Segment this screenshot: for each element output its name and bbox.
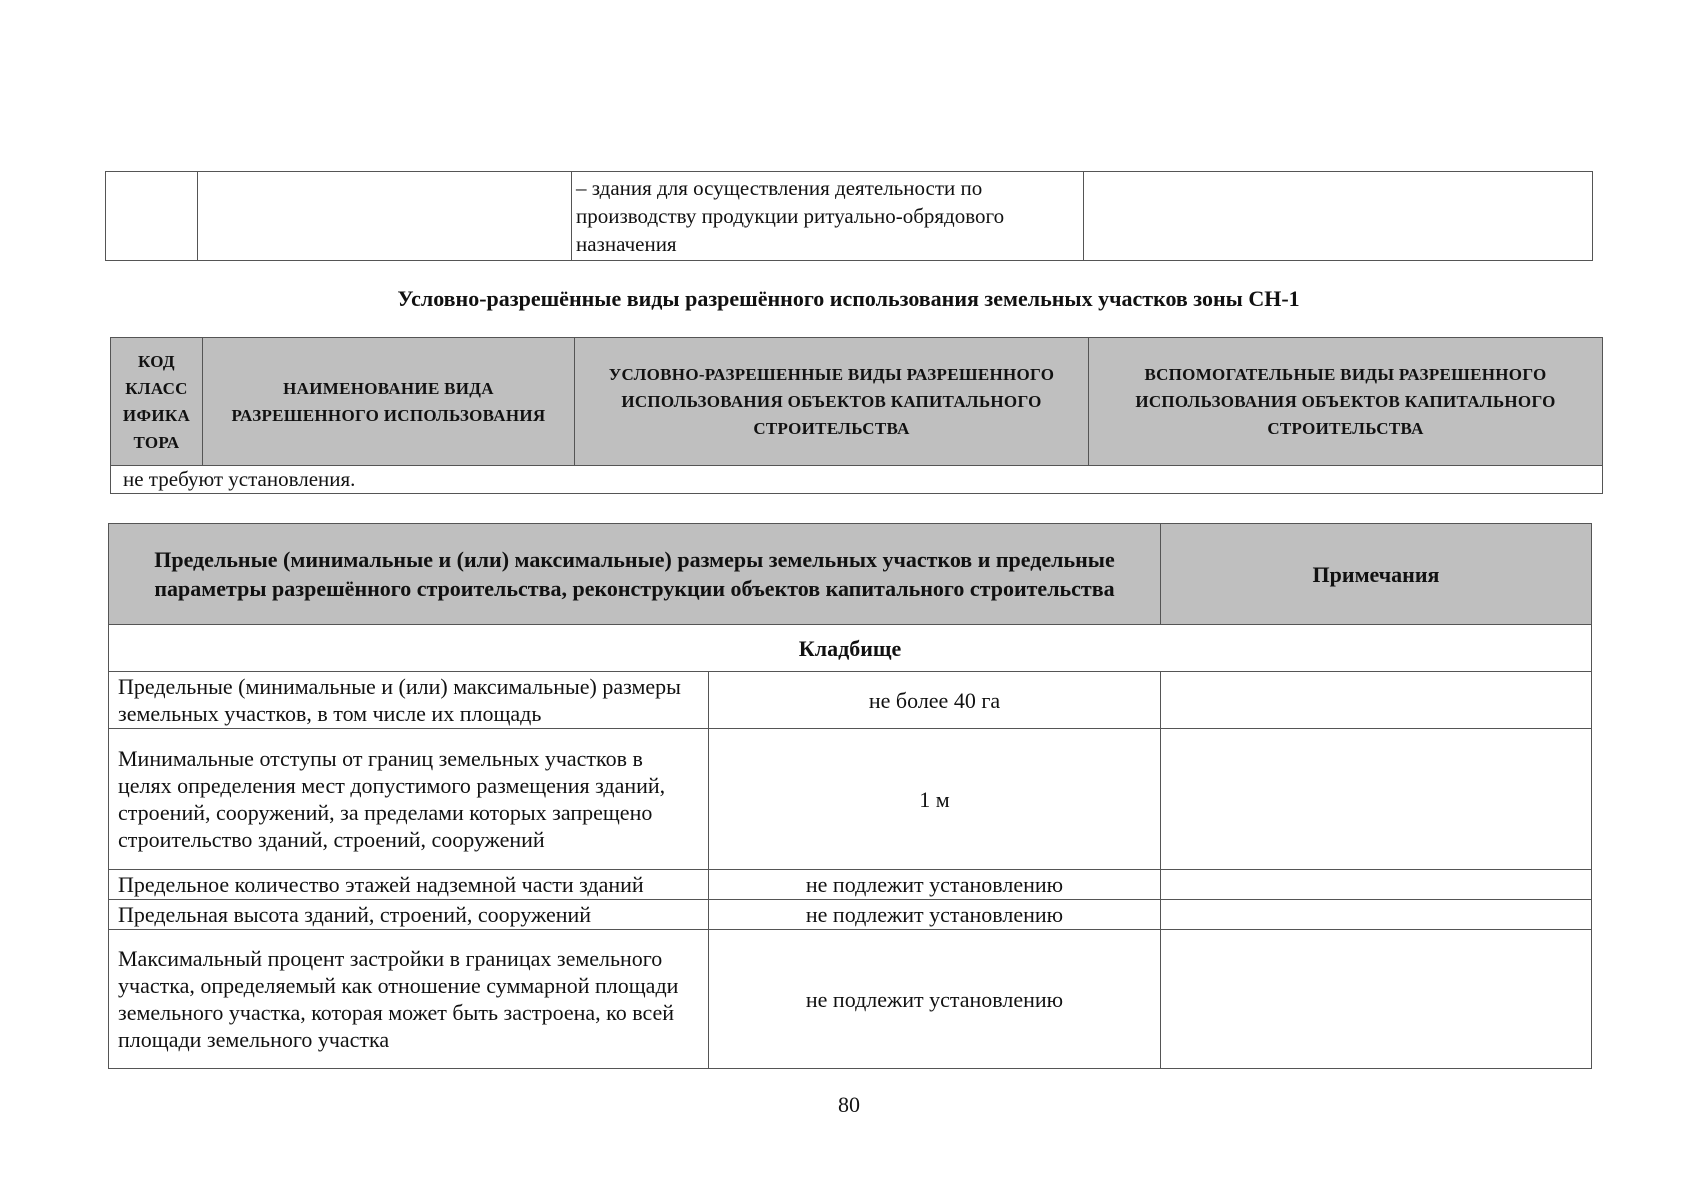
param-cell: Предельное количество этажей надземной части зданий (109, 870, 709, 900)
header-row (109, 524, 1592, 625)
section-heading: Условно-разрешённые виды разрешённого использования земельных участков зоны СН-1 (397, 286, 1300, 311)
table-row (109, 870, 1592, 900)
auxiliary-cell (1084, 172, 1593, 261)
parameters-table (108, 523, 1592, 1069)
name-cell (198, 172, 572, 261)
header-conditional-uses: УСЛОВНО-РАЗРЕШЕННЫЕ ВИДЫ РАЗРЕШЕННОГО ИСПОЛЬЗОВАНИЯ ОБЪЕКТОВ КАПИТАЛЬНОГО СТРОИТЕЛЬСТВА (575, 338, 1089, 466)
param-cell: Минимальные отступы от границ земельных участков в целях определения мест допустимого размещения зданий, строений, сооружений, за пределами которых запрещено строительство зданий, строений, сооружений (109, 729, 709, 870)
value-cell: не более 40 га (709, 672, 1161, 729)
note-cell (1161, 672, 1592, 729)
subheader-cell: Кладбище (109, 625, 1592, 672)
note-cell (1161, 900, 1592, 930)
table-row (109, 900, 1592, 930)
value-cell: 1 м (709, 729, 1161, 870)
page-number: 80 (838, 1092, 860, 1117)
value-cell: не подлежит установлению (709, 870, 1161, 900)
param-cell: Предельная высота зданий, строений, сооружений (109, 900, 709, 930)
conditional-uses-table (110, 337, 1603, 494)
note-cell (1161, 930, 1592, 1069)
table-row (106, 172, 1593, 261)
note-cell (1161, 870, 1592, 900)
header-notes: Примечания (1161, 524, 1592, 625)
code-cell (106, 172, 198, 261)
param-cell: Максимальный процент застройки в границах земельного участка, определяемый как отношение суммарной площади земельного участка, которая может быть застроена, ко всей площади земельного участка (109, 930, 709, 1069)
header-use-name: НАИМЕНОВАНИЕ ВИДА РАЗРЕШЕННОГО ИСПОЛЬЗОВАНИЯ (203, 338, 575, 466)
table-row (111, 466, 1603, 494)
table-row (109, 729, 1592, 870)
body-text-cell: не требуют установления. (111, 466, 1603, 494)
header-row (111, 338, 1603, 466)
header-code: КОД КЛАСС ИФИКА ТОРА (111, 338, 203, 466)
value-cell: не подлежит установлению (709, 930, 1161, 1069)
continuation-table (105, 171, 1593, 261)
header-auxiliary-uses: ВСПОМОГАТЕЛЬНЫЕ ВИДЫ РАЗРЕШЕННОГО ИСПОЛЬЗОВАНИЯ ОБЪЕКТОВ КАПИТАЛЬНОГО СТРОИТЕЛЬСТВА (1089, 338, 1603, 466)
param-cell: Предельные (минимальные и (или) максимальные) размеры земельных участков, в том числе их площадь (109, 672, 709, 729)
subheader-row (109, 625, 1592, 672)
continuation-cell: – здания для осуществления деятельности по производству продукции ритуально-обрядового назначения (572, 172, 1084, 261)
value-cell: не подлежит установлению (709, 900, 1161, 930)
table-row (109, 672, 1592, 729)
note-cell (1161, 729, 1592, 870)
table-row (109, 930, 1592, 1069)
header-parameters: Предельные (минимальные и (или) максимальные) размеры земельных участков и предельные параметры разрешённого строительства, реконструкции объектов капитального строительства (109, 524, 1161, 625)
